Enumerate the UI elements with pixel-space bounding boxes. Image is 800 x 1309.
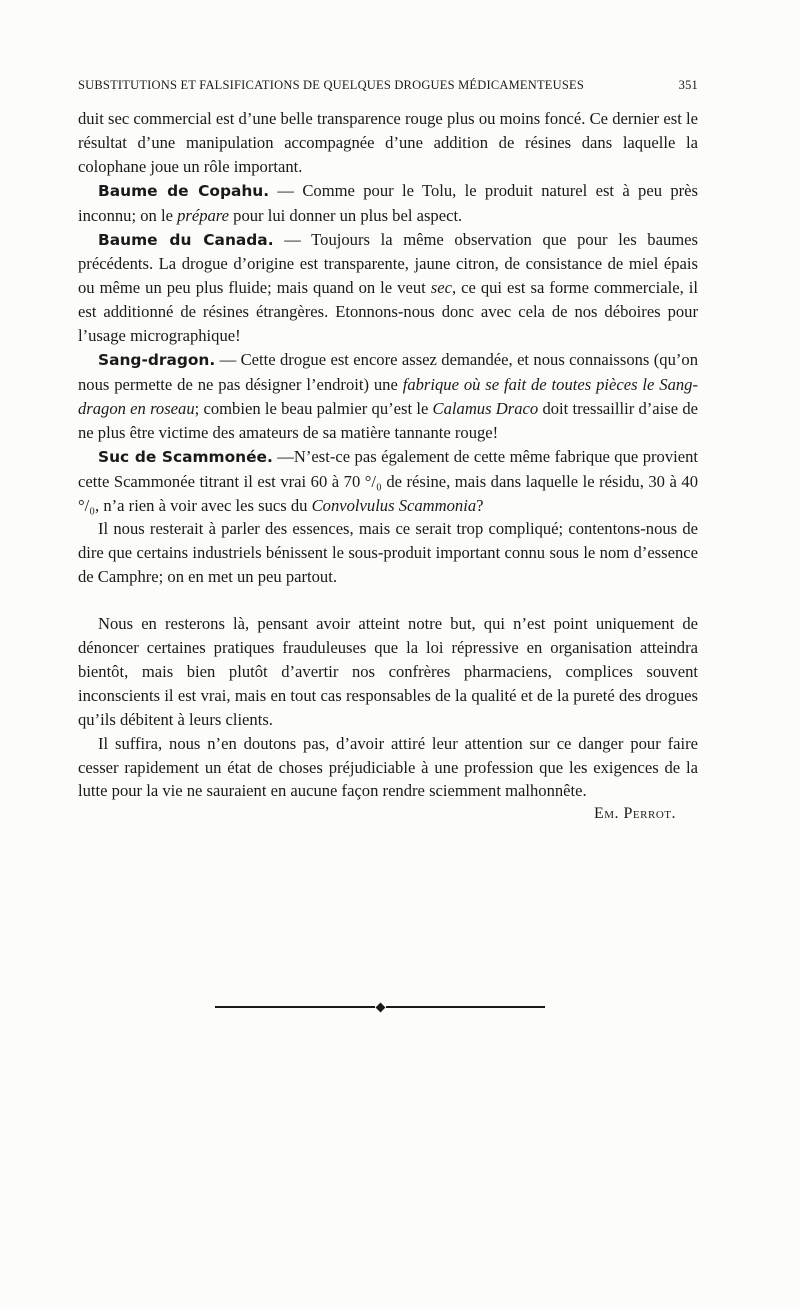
paragraph-gap bbox=[78, 589, 698, 612]
paragraph-baume-copahu bbox=[78, 179, 698, 228]
italic-run: fabrique où se fait de toutes pièces le Sang-dragon en roseau bbox=[78, 374, 698, 418]
paragraph-conclusion: Nous en resterons là, pensant avoir atteint notre but, qui n’est point uniquement de dénoncer certaines pratiques frauduleuses que la loi répressive en organisation atteindra bientôt, mais bien plutôt d’avertir nos confrères pharmaciens, complices souvent inconscients il est vrai, mais en tout cas responsables de la qualité et de la pureté des drogues qu’ils débitent à leurs clients. bbox=[78, 614, 698, 729]
section-end-ornament bbox=[215, 1000, 545, 1014]
text-run: — Comme pour le Tolu, le produit naturel est à peu près inconnu; on le bbox=[78, 180, 698, 225]
heading-suc-scammonee: Suc de Scammonée. bbox=[98, 447, 273, 466]
ornament-line-left bbox=[215, 1006, 375, 1007]
heading-baume-canada: Baume du Canada. bbox=[98, 230, 274, 249]
ornament-line-right bbox=[386, 1006, 546, 1007]
page-number: 351 bbox=[678, 78, 698, 92]
italic-run: Calamus Draco bbox=[432, 398, 539, 418]
heading-sang-dragon: Sang-dragon. bbox=[98, 351, 216, 370]
paragraph-final: Il suffira, nous n’en doutons pas, d’avoir attiré leur attention sur ce danger pour faire cesser rapidement un état de choses préjudiciable à une profession que les exigences de la lutte pour la vie ne sauraient en aucune façon rendre sciemment malhonnête. bbox=[78, 733, 698, 801]
paragraph-essences: Il nous resterait à parler des essences, mais ce serait trop compliqué; contentons-nous de dire que certains industriels bénissent le sous-produit important connu sous le nom d’essence de Camphre; on en met un peu partout. bbox=[78, 519, 698, 587]
paragraph-sang-dragon bbox=[78, 348, 698, 445]
author-signature: Em. Perrot. bbox=[593, 805, 676, 823]
paragraph-continuation: duit sec commercial est d’une belle transparence rouge plus ou moins foncé. Ce dernier est le résultat d’une manipulation accompagnée d’une addition de résines dans laquelle la colophane joue un rôle important. bbox=[78, 109, 698, 176]
paragraph-baume-canada bbox=[78, 228, 698, 349]
diamond-icon bbox=[375, 1002, 385, 1012]
italic-run: sec bbox=[430, 278, 452, 298]
text-run: pour lui donner un plus bel aspect. bbox=[229, 205, 463, 225]
running-title: SUBSTITUTIONS ET FALSIFICATIONS DE QUELQUES DROGUES MÉDICAMENTEUSES bbox=[78, 78, 585, 92]
text-run: —N’est-ce pas également de cette même fabrique que provient cette Scammonée titrant il est vrai 60 à 70 °/₀ de résine, mais dans laquelle le résidu, 30 à 40 °/₀, n’a rien à voir avec les sucs du bbox=[78, 446, 698, 515]
text-run: , ce qui est sa forme commerciale, il est additionné de résines étrangères. Etonnons-nous donc avec cela de nos déboires pour l’usage micrographique! bbox=[78, 278, 698, 346]
page bbox=[78, 78, 698, 823]
heading-baume-copahu: Baume de Copahu. bbox=[98, 181, 270, 200]
article-body bbox=[78, 107, 698, 803]
text-run: ; combien le beau palmier qu’est le bbox=[194, 398, 433, 418]
italic-run: Convolvulus Scammonia bbox=[311, 495, 477, 515]
italic-run: prépare bbox=[177, 205, 230, 225]
paragraph-suc-scammonee bbox=[78, 445, 698, 518]
text-run: doit tressaillir d’aise de ne plus être victime des amateurs de sa matière tannante rouge! bbox=[78, 398, 698, 442]
text-run: — Toujours la même observation que pour les baumes précédents. La drogue d’origine est transparente, jaune citron, de consistance de miel épais ou même un peu plus fluide; mais quand on le veut bbox=[78, 229, 698, 298]
running-head bbox=[78, 78, 698, 93]
text-run: — Cette drogue est encore assez demandée, et nous connaissons (qu’on nous permette de ne pas désigner l’endroit) une bbox=[78, 350, 698, 394]
text-run: ? bbox=[476, 495, 484, 515]
